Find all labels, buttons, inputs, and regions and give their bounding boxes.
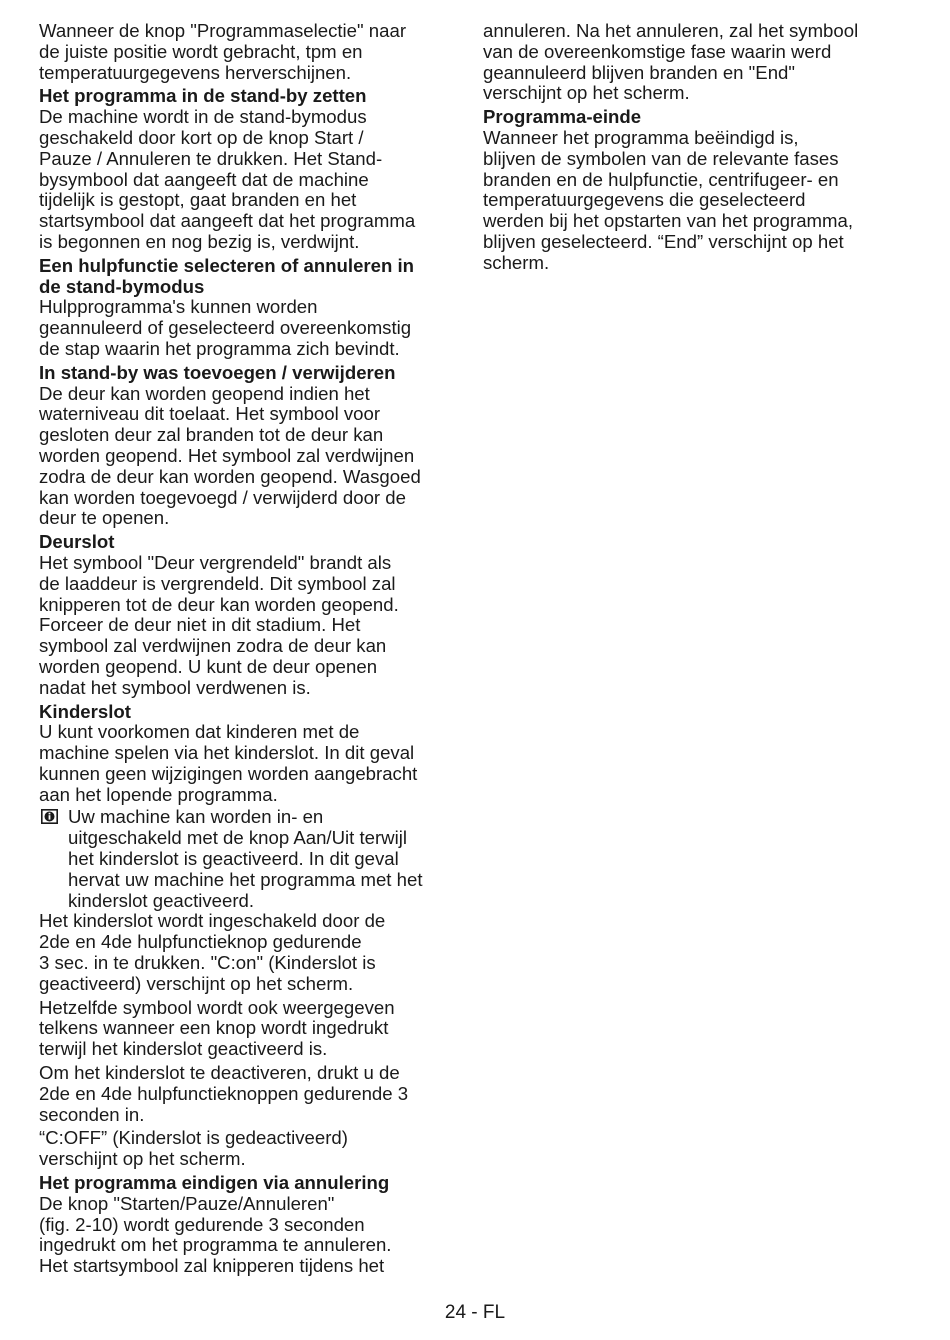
heading-program-end: Programma-einde — [483, 106, 642, 128]
page-number: 24 - FL — [444, 1302, 506, 1323]
right-column — [483, 21, 898, 274]
left-column — [39, 21, 459, 1277]
cancel-program-continued-paragraph: annuleren. Na het annuleren, zal het symbool van de overeenkomstige fase waarin werd geannuleerd blijven branden en "End" verschijnt op het scherm. — [483, 20, 859, 104]
intro-paragraph: Wanneer de knop "Programmaselectie" naar de juiste positie wordt gebracht, tpm en temperatuurgegevens herverschijnen. — [39, 20, 407, 83]
door-lock-paragraph: Het symbool "Deur vergrendeld" brandt als de laaddeur is vergrendeld. Dit symbool zal knipperen tot de deur kan worden geopend. Forceer de deur niet in dit stadium. Het symbool zal verdwijnen zodra de deur kan worden geopend. U kunt de deur openen nadat het symbool verdwenen is. — [39, 551, 399, 698]
child-lock-same-symbol-paragraph: Hetzelfde symbool wordt ook weergegeven telkens wanneer een knop wordt ingedrukt terwijl het kinderslot geactiveerd is. — [39, 996, 395, 1060]
heading-standby: Het programma in de stand-by zetten — [39, 85, 367, 107]
standby-paragraph: De machine wordt in de stand-bymodus geschakeld door kort op de knop Start / Pauze / Annuleren te drukken. Het Stand- bysymbool dat aangeeft dat de machine tijdelijk is gestopt, gaat branden en het startsymbool dat aangeeft dat het programma is begonnen en nog bezig is, verdwijnt. — [39, 106, 416, 252]
heading-child-lock: Kinderslot — [39, 700, 131, 722]
child-lock-activate-paragraph: Het kinderslot wordt ingeschakeld door de 2de en 4de hulpfunctieknop gedurende 3 sec. in te drukken. "C:on" (Kinderslot is geactiveerd) verschijnt op het scherm. — [39, 910, 386, 994]
heading-cancel-program: Het programma eindigen via annulering — [39, 1172, 390, 1194]
child-lock-paragraph: U kunt voorkomen dat kinderen met de machine spelen via het kinderslot. In dit geval kunnen geen wijzigingen worden aangebracht aan het lopende programma. — [39, 721, 418, 805]
info-icon — [41, 809, 58, 824]
add-remove-laundry-paragraph: De deur kan worden geopend indien het waterniveau dit toelaat. Het symbool voor gesloten deur zal branden tot de deur kan worden geopend. Het symbool zal verdwijnen zodra de deur kan worden geopend. Wasgoed kan worden toegevoegd / verwijderd door de deur te openen. — [39, 382, 421, 529]
program-end-paragraph: Wanneer het programma beëindigd is, blijven de symbolen van de relevante fases branden en de hulpfunctie, centrifugeer- en temperatuurgegevens die geselecteerd werden bij het opstarten van het programma, blijven geselecteerd. “End” verschijnt op het scherm. — [483, 126, 854, 273]
heading-door-lock: Deurslot — [39, 531, 115, 553]
child-lock-note-text: Uw machine kan worden in- en uitgeschakeld met de knop Aan/Uit terwijl het kinderslot is geactiveerd. In dit geval hervat uw machine het programma met het kinderslot geactiveerd. — [68, 806, 423, 911]
heading-add-remove-laundry: In stand-by was toevoegen / verwijderen — [39, 361, 396, 383]
child-lock-off-paragraph: “C:OFF” (Kinderslot is gedeactiveerd) verschijnt op het scherm. — [39, 1127, 348, 1170]
cancel-program-paragraph: De knop "Starten/Pauze/Annuleren" (fig. 2-10) wordt gedurende 3 seconden ingedrukt om het programma te annuleren. Het startsymbool zal knipperen tijdens het — [39, 1192, 392, 1277]
child-lock-note — [39, 807, 459, 911]
auxiliary-function-paragraph: Hulpprogramma's kunnen worden geannuleerd of geselecteerd overeenkomstig de stap waarin het programma zich bevindt. — [39, 296, 412, 359]
heading-auxiliary-function: Een hulpfunctie selecteren of annuleren in de stand-bymodus — [39, 254, 415, 297]
child-lock-deactivate-paragraph: Om het kinderslot te deactiveren, drukt u de 2de en 4de hulpfunctieknoppen gedurende 3 seconden in. — [39, 1062, 409, 1125]
